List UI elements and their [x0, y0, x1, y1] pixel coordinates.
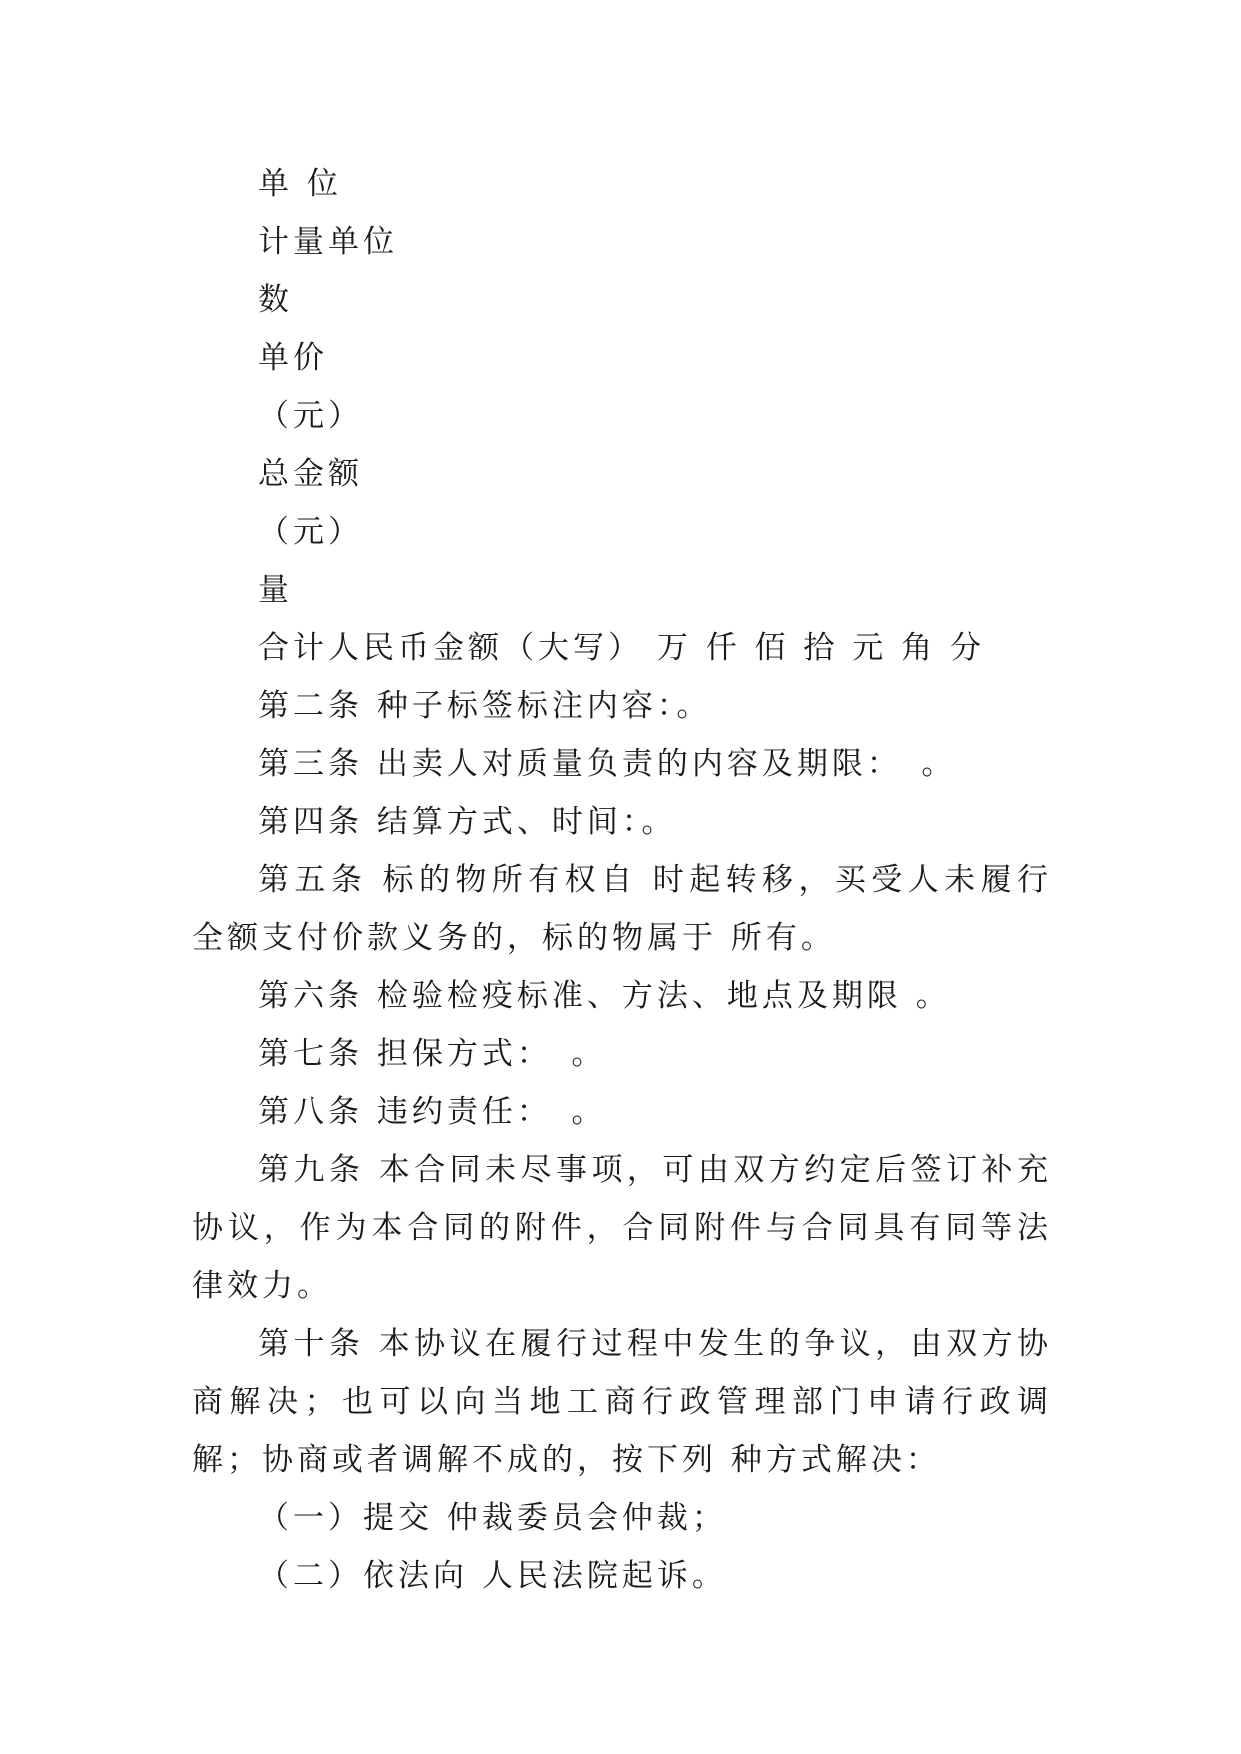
- article-4: 第四条 结算方式、时间：。: [258, 804, 677, 840]
- quantity-label-bottom: 量: [258, 572, 293, 608]
- unit-label: 单 位: [258, 166, 342, 202]
- dispute-option-1: （一）提交 仲裁委员会仲裁；: [258, 1500, 727, 1536]
- article-2: 第二条 种子标签标注内容：。: [258, 688, 712, 724]
- dispute-option-2: （二）依法向 人民法院起诉。: [258, 1558, 727, 1594]
- contract-body: [192, 155, 1052, 1605]
- total-rmb-line: 合计人民币金额（大写） 万 仟 佰 拾 元 角 分: [258, 630, 985, 666]
- article-6: 第六条 检验检疫标准、方法、地点及期限 。: [258, 978, 951, 1014]
- unit-price-label: 单价: [258, 340, 328, 376]
- total-amount-currency: （元）: [258, 514, 363, 550]
- total-amount-label: 总金额: [258, 456, 363, 492]
- article-10: 第十条 本协议在履行过程中发生的争议，由双方协商解决；也可以向当地工商行政管理部门申请行政调解；协商或者调解不成的，按下列 种方式解决：: [192, 1326, 1052, 1478]
- article-3: 第三条 出卖人对质量负责的内容及期限： 。: [258, 746, 957, 782]
- article-7: 第七条 担保方式： 。: [258, 1036, 607, 1072]
- measure-unit-label: 计量单位: [258, 224, 398, 260]
- unit-price-currency: （元）: [258, 398, 363, 434]
- quantity-label-top: 数: [258, 282, 293, 318]
- article-5: 第五条 标的物所有权自 时起转移，买受人未履行全额支付价款义务的，标的物属于 所有。: [192, 862, 1052, 956]
- article-8: 第八条 违约责任： 。: [258, 1094, 607, 1130]
- article-9: 第九条 本合同未尽事项，可由双方约定后签订补充协议，作为本合同的附件，合同附件与合同具有同等法律效力。: [192, 1152, 1052, 1304]
